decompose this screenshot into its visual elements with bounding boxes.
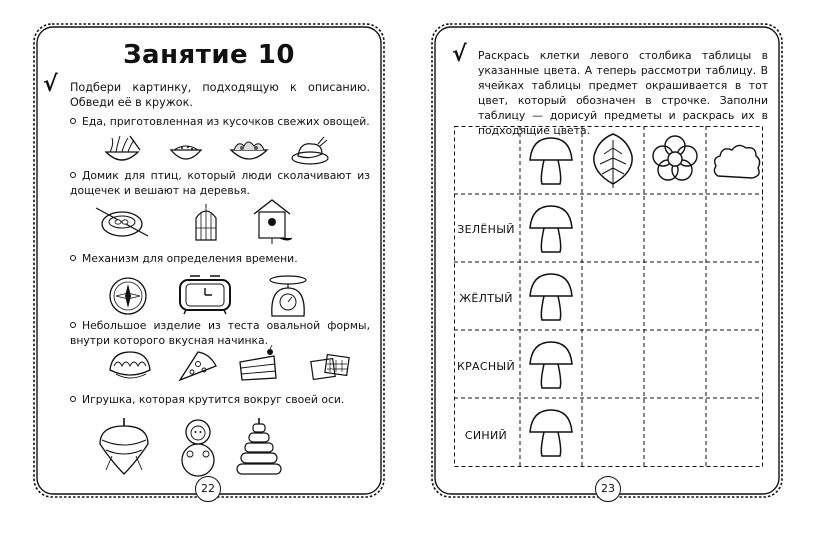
nest-icon[interactable] (94, 202, 150, 242)
salad-icon[interactable] (228, 136, 270, 168)
bullet-icon (70, 172, 76, 178)
right-instruction: Раскрась клетки левого столбика таблицы в указанные цвета. А теперь рассмотри таблицу. В ячейках таблицы предмет окрашивается в тот цвет, который обозначен в строчке. Заполни таблицу — дорисуй предметы и раскрась их в подходящие цвета. (478, 49, 768, 137)
row-label-blue[interactable]: СИНИЙ (464, 429, 508, 442)
row-label-green[interactable]: ЗЕЛЁНЫЙ (457, 223, 515, 236)
waffle-icon[interactable] (310, 352, 350, 382)
header-mushroom-icon (530, 138, 572, 184)
row-mushroom-icon (530, 342, 572, 388)
check-mark: √ (452, 42, 467, 67)
alarm-clock-icon[interactable] (176, 274, 234, 316)
item-description-1: Еда, приготовленная из кусочков свежих овощей. (70, 114, 370, 129)
compass-icon[interactable] (106, 274, 150, 318)
left-instruction: Подбери картинку, подходящую к описанию. Обведи её в кружок. (70, 81, 370, 109)
check-mark: √ (43, 72, 58, 97)
page-number-22: 22 (195, 476, 221, 502)
scale-icon[interactable] (264, 272, 312, 318)
birdhouse-icon[interactable] (250, 198, 294, 246)
spinning-top-icon[interactable] (96, 416, 152, 478)
row-label-red[interactable]: КРАСНЫЙ (457, 360, 515, 373)
birdcage-icon[interactable] (193, 202, 219, 244)
pizza-slice-icon[interactable] (176, 348, 220, 384)
bullet-icon (70, 322, 76, 328)
cake-slice-icon[interactable] (236, 344, 280, 384)
cloud-icon (714, 145, 759, 178)
bullet-icon (70, 118, 76, 124)
row-mushroom-icon (530, 410, 572, 456)
flower-icon (653, 136, 697, 180)
porridge-icon[interactable] (168, 138, 204, 168)
item-description-4: Небольшое изделие из теста овальной формы, внутри которого вкусная начинка. (70, 319, 370, 347)
lesson-title: Занятие 10 (123, 40, 295, 70)
dumpling-icon[interactable] (106, 348, 154, 384)
row-label-yellow[interactable]: ЖЁЛТЫЙ (459, 292, 513, 305)
roly-poly-icon[interactable] (176, 416, 220, 478)
pyramid-toy-icon[interactable] (234, 416, 284, 478)
item-description-3: Механизм для определения времени. (70, 251, 370, 266)
noodles-icon[interactable] (100, 134, 144, 168)
right-page (426, 18, 788, 503)
roast-chicken-icon[interactable] (290, 134, 330, 168)
page-number-23: 23 (595, 476, 621, 502)
leaf-icon (594, 134, 632, 188)
bullet-icon (70, 255, 76, 261)
left-page (28, 18, 390, 503)
item-description-5: Игрушка, которая крутится вокруг своей оси. (70, 392, 370, 407)
item-description-2: Домик для птиц, который люди сколачивают из дощечек и вешают на деревья. (70, 169, 370, 197)
bullet-icon (70, 396, 76, 402)
row-mushroom-icon (530, 206, 572, 252)
row-mushroom-icon (530, 274, 572, 320)
